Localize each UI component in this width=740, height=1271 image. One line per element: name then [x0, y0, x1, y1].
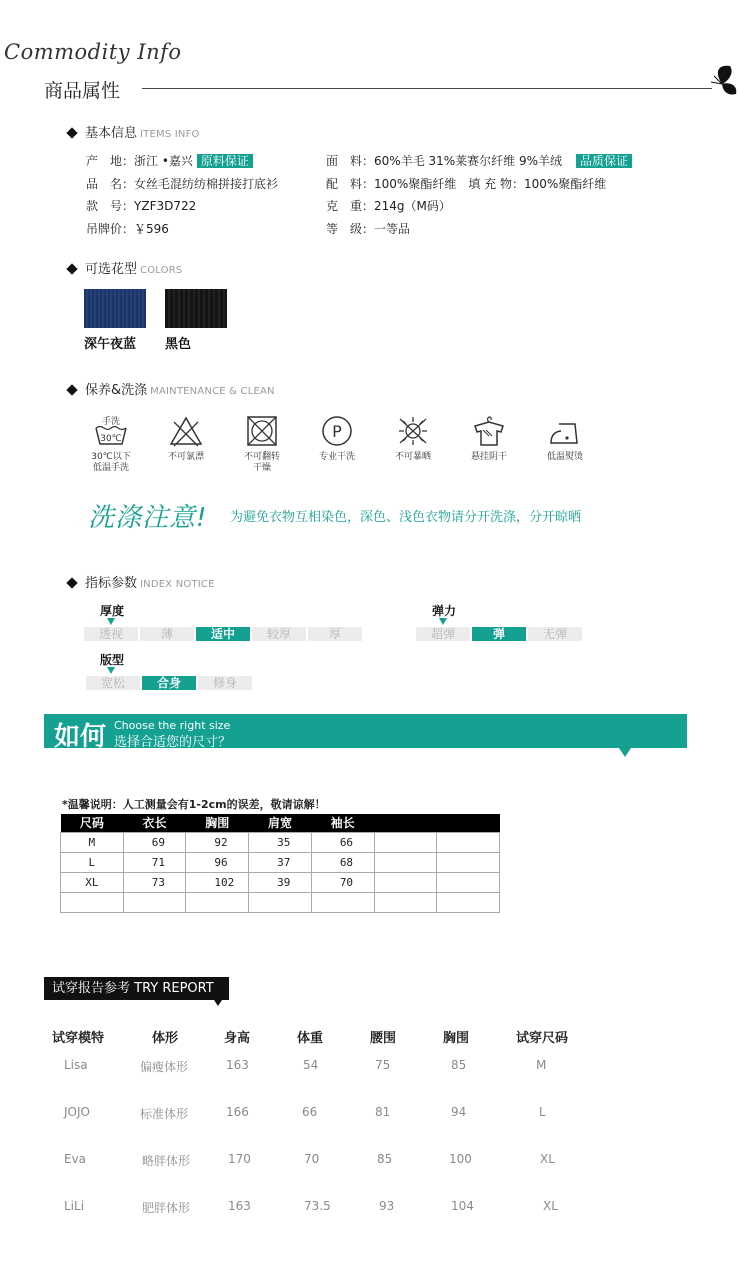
color-label: 黑色 [165, 337, 192, 352]
size-banner-title: 如何 [54, 722, 107, 752]
try-cell: XL [543, 1199, 558, 1213]
try-cell: 73.5 [304, 1199, 331, 1213]
table-cell [437, 852, 500, 872]
try-header: 身高 [224, 1031, 251, 1046]
tag-pointer-icon [214, 1000, 222, 1006]
table-row [61, 872, 500, 892]
care-item: 手洗 30℃ 30℃以下 低温手洗 [76, 414, 146, 474]
diamond-bullet-icon [66, 263, 77, 274]
column-header: 袖长 [311, 814, 374, 832]
thickness-option-selected: 适中 [196, 627, 250, 641]
try-header: 腰围 [370, 1031, 397, 1046]
try-cell: 166 [226, 1105, 249, 1119]
try-cell: JOJO [64, 1105, 90, 1119]
column-header: 胸围 [186, 814, 249, 832]
no-bleach-icon [168, 414, 204, 448]
diamond-bullet-icon [66, 577, 77, 588]
column-header [437, 814, 500, 832]
info-name: 品 名：女丝毛混纺纺棉拼接打底衫 [86, 177, 279, 191]
size-table [60, 814, 500, 913]
no-tumble-dry-icon [244, 414, 280, 448]
fit-option-selected: 合身 [142, 676, 196, 690]
try-cell: Eva [64, 1152, 87, 1166]
try-cell: 75 [375, 1058, 391, 1072]
care-item: 悬挂阴干 [454, 414, 524, 463]
info-accessory: 配 料：100%聚酯纤维 填 充 物：100%聚酯纤维 [326, 177, 607, 191]
column-header [374, 814, 437, 832]
banner-pointer-icon [619, 748, 631, 757]
try-header: 胸围 [443, 1031, 470, 1046]
table-cell [374, 852, 437, 872]
index-heading: 指标参数 INDEX NOTICE [66, 572, 215, 591]
table-row [61, 832, 500, 852]
try-cell: LiLi [64, 1199, 85, 1213]
table-cell [186, 892, 249, 912]
indicator-arrow-icon [439, 618, 447, 625]
table-cell [61, 892, 124, 912]
table-cell: M [61, 832, 124, 852]
table-cell: 70 [311, 872, 374, 892]
try-cell: 偏瘦体形 [140, 1060, 189, 1074]
table-cell: L [61, 852, 124, 872]
table-cell [437, 872, 500, 892]
try-cell: 81 [375, 1105, 391, 1119]
column-header: 肩宽 [249, 814, 312, 832]
table-cell: 68 [311, 852, 374, 872]
try-cell: 肥胖体形 [142, 1201, 191, 1215]
wash-notice-title: 洗涤注意! [88, 503, 208, 533]
thickness-label: 厚度 [100, 604, 125, 618]
column-header: 尺码 [61, 814, 124, 832]
try-header: 试穿尺码 [516, 1031, 569, 1046]
svg-text:手洗: 手洗 [101, 417, 121, 427]
fit-scale [86, 676, 252, 690]
column-header: 衣长 [123, 814, 186, 832]
try-header: 试穿模特 [52, 1031, 105, 1046]
measurement-note: *温馨说明：人工测量会有1-2cm的误差，敬请谅解！ [62, 798, 326, 811]
care-heading: 保养&洗涤 MAINTENANCE & CLEAN [66, 379, 275, 398]
table-cell [437, 832, 500, 852]
try-report-tag: 试穿报告参考 TRY REPORT [44, 977, 229, 1000]
table-cell: 39 [249, 872, 312, 892]
try-cell: 66 [302, 1105, 318, 1119]
diamond-bullet-icon [66, 384, 77, 395]
size-banner-subtitle-cn: 选择合适您的尺寸？ [114, 735, 232, 750]
color-swatch-black[interactable] [165, 289, 227, 328]
thickness-option: 透视 [84, 627, 138, 641]
elasticity-label: 弹力 [432, 604, 457, 618]
color-swatch-navy[interactable] [84, 289, 146, 328]
svg-text:P: P [332, 422, 342, 441]
care-item: 不可暴晒 [378, 414, 448, 463]
color-label: 深午夜蓝 [84, 337, 137, 352]
diamond-bullet-icon [66, 127, 77, 138]
thickness-option: 较厚 [252, 627, 306, 641]
info-origin: 产 地：浙江 •嘉兴 原料保证 [86, 152, 253, 169]
size-table-header [61, 814, 500, 832]
care-item: P 专业干洗 [302, 414, 372, 463]
fit-option: 宽松 [86, 676, 140, 690]
care-item: 低温熨烫 [530, 414, 600, 463]
care-item: 不可翻转 干燥 [227, 414, 297, 474]
table-cell [374, 872, 437, 892]
fit-option: 修身 [198, 676, 252, 690]
table-cell: 102 [186, 872, 249, 892]
table-cell: XL [61, 872, 124, 892]
try-header: 体形 [152, 1031, 179, 1046]
info-grade: 等 级：一等品 [326, 222, 411, 236]
colors-heading: 可选花型 COLORS [66, 258, 182, 277]
size-banner-subtitle-en: Choose the right size [114, 719, 231, 732]
elasticity-scale [416, 627, 582, 641]
hand-wash-30-icon [93, 414, 129, 448]
try-header: 体重 [297, 1031, 324, 1046]
dry-clean-icon [319, 414, 355, 448]
table-cell [123, 892, 186, 912]
try-cell: 标准体形 [140, 1107, 189, 1121]
table-cell: 96 [186, 852, 249, 872]
table-cell: 71 [123, 852, 186, 872]
elasticity-option: 无弹 [528, 627, 582, 641]
info-fabric: 面 料：60%羊毛 31%莱赛尔纤维 9%羊绒 品质保证 [326, 152, 632, 169]
try-cell: 94 [451, 1105, 467, 1119]
try-cell: 104 [451, 1199, 474, 1213]
try-cell: 170 [228, 1152, 251, 1166]
try-cell: 54 [303, 1058, 319, 1072]
table-cell [311, 892, 374, 912]
section-title: 商品属性 [44, 80, 121, 102]
quality-badge: 品质保证 [576, 154, 632, 168]
no-sun-exposure-icon [395, 414, 431, 448]
table-cell: 73 [123, 872, 186, 892]
try-cell: 略胖体形 [142, 1154, 191, 1168]
info-weight: 克 重：214g（M码） [326, 199, 451, 213]
indicator-arrow-icon [107, 667, 115, 674]
try-cell: L [539, 1105, 546, 1119]
butterfly-icon [708, 62, 740, 98]
table-cell: 92 [186, 832, 249, 852]
table-cell: 37 [249, 852, 312, 872]
low-iron-icon [547, 414, 583, 448]
try-cell: XL [540, 1152, 555, 1166]
table-cell [249, 892, 312, 912]
table-row [61, 852, 500, 872]
try-cell: M [536, 1058, 547, 1072]
table-cell: 69 [123, 832, 186, 852]
thickness-option: 薄 [140, 627, 194, 641]
try-cell: 85 [377, 1152, 393, 1166]
table-cell [374, 892, 437, 912]
try-cell: 100 [449, 1152, 472, 1166]
try-cell: 70 [304, 1152, 320, 1166]
raw-material-badge: 原料保证 [197, 154, 253, 168]
basic-info-heading: 基本信息 ITEMS INFO [66, 122, 200, 141]
fit-label: 版型 [100, 653, 125, 667]
try-cell: 85 [451, 1058, 467, 1072]
info-style-no: 款 号：YZF3D722 [86, 199, 197, 213]
info-price: 吊牌价：￥596 [86, 222, 169, 236]
table-cell [437, 892, 500, 912]
indicator-arrow-icon [107, 618, 115, 625]
script-title: Commodity Info [4, 40, 182, 64]
table-cell: 66 [311, 832, 374, 852]
elasticity-option-selected: 弹 [472, 627, 526, 641]
svg-text:30℃: 30℃ [100, 434, 122, 444]
try-cell: Lisa [64, 1058, 88, 1072]
wash-notice-text: 为避免衣物互相染色，深色、浅色衣物请分开洗涤，分开晾晒 [230, 510, 582, 525]
care-item: 不可氯漂 [151, 414, 221, 463]
table-row [61, 892, 500, 912]
thickness-scale [84, 627, 362, 641]
try-cell: 93 [379, 1199, 395, 1213]
try-cell: 163 [228, 1199, 251, 1213]
table-cell: 35 [249, 832, 312, 852]
table-cell [374, 832, 437, 852]
title-divider [142, 88, 712, 89]
thickness-option: 厚 [308, 627, 362, 641]
try-cell: 163 [226, 1058, 249, 1072]
elasticity-option: 超弹 [416, 627, 470, 641]
hang-shade-dry-icon [471, 414, 507, 448]
